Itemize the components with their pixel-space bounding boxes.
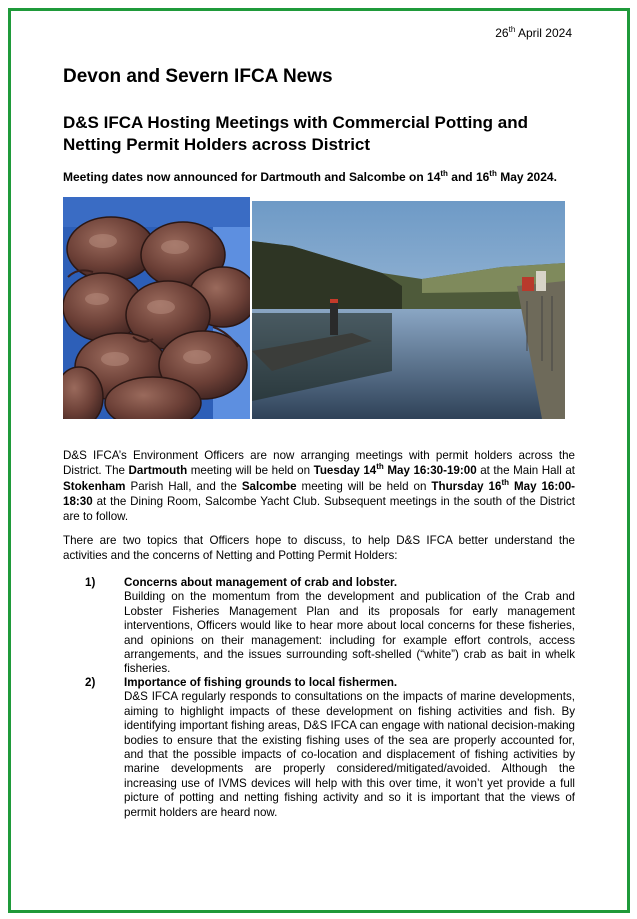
- issue-date: 26th April 2024: [495, 25, 572, 40]
- meeting-details-paragraph: D&S IFCA’s Environment Officers are now arranging meetings with permit holders across the District. The Dartmouth meeting will be held on Tuesday 14th May 16:30-19:00 at the Main Hall at Stokenham Parish Hall, and the Salcombe meeting will be held on Thursday 16th May 16:00-18:30 at the Dining Room, Salcombe Yacht Club. Subsequent meetings in the south of the District are to follow.: [63, 449, 576, 524]
- crab-photo: [63, 197, 250, 419]
- list-item-title: Importance of fishing grounds to local fishermen.: [124, 676, 398, 689]
- list-item-body: [124, 576, 575, 677]
- list-item-body: [124, 676, 575, 820]
- article-subheading: Meeting dates now announced for Dartmouth and Salcombe on 14th and 16th May 2024.: [63, 169, 557, 184]
- list-item-text: D&S IFCA regularly responds to consultations on the impacts of marine developments, aiming to highlight impacts of these development on fishing activities and fish. By identifying important fishing areas, D&S IFCA can engage with national decision-making bodies to ensure that the existing fishing uses of the sea are properly accounted for, and that the possible impacts of co-location and displacement of fishing activities by marine developments are properly considered/mitigated/avoided. Although the increasing use of IVMS devices will help with this over time, it won’t yet provide a full picture of potting and netting fishing activity and so it is important that the views of permit holders are heard now.: [124, 690, 575, 819]
- topics-intro-paragraph: There are two topics that Officers hope to discuss, to help D&S IFCA better understand the activities and the concerns of Netting and Potting Permit Holders:: [63, 534, 575, 563]
- list-item-text: Building on the momentum from the development and publication of the Crab and Lobster Fisheries Management Plan and its proposals for early management interventions, Officers would like to hear more about local concerns for these fisheries, and opinions on their management: including for example effort controls, access arrangements, and the issues surrounding soft-shelled (“white”) crab as bait in whelk fisheries.: [124, 590, 575, 676]
- harbour-photo: [252, 201, 565, 419]
- list-number: 1): [85, 576, 96, 589]
- list-item-title: Concerns about management of crab and lobster.: [124, 576, 398, 589]
- article-headline: D&S IFCA Hosting Meetings with Commercial Potting and Netting Permit Holders across District: [63, 113, 529, 154]
- masthead-title: Devon and Severn IFCA News: [63, 66, 333, 87]
- list-number: 2): [85, 676, 96, 689]
